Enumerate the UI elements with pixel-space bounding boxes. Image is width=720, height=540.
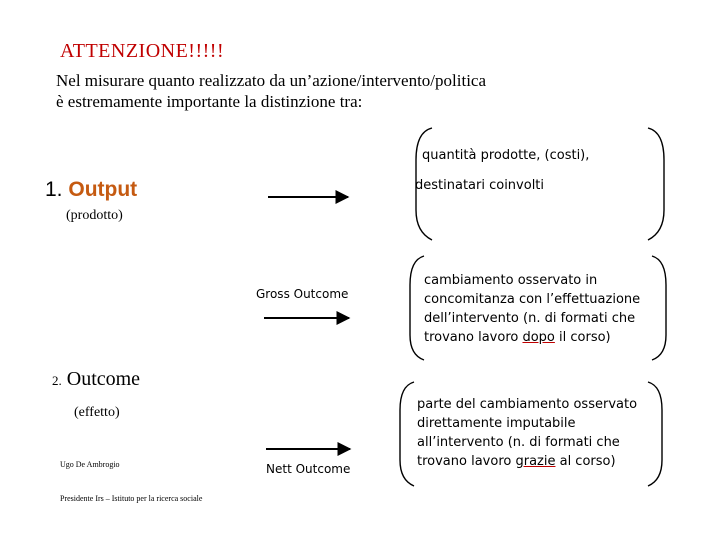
gross-box-line-1: cambiamento osservato in: [424, 273, 598, 288]
outcome-label: Outcome: [66, 368, 141, 390]
output-number: 1.: [45, 178, 63, 201]
output-left-brace: [416, 128, 432, 240]
net-box-line-4-post: al corso): [555, 454, 616, 469]
gross-box-underlined-word: dopo: [522, 330, 555, 345]
output-box-line-1: quantità prodotte, (costi),: [422, 148, 590, 163]
intro-line-2: è estremamente importante la distinzione tra:: [56, 92, 363, 111]
net-outcome-label: Nett Outcome: [266, 462, 351, 476]
outcome-sublabel: (effetto): [74, 405, 120, 420]
net-box-line-3: all’intervento (n. di formati che: [417, 435, 620, 450]
footer-affiliation: Presidente Irs – Istituto per la ricerca sociale: [60, 494, 203, 503]
net-right-brace: [648, 382, 662, 486]
net-box-line-1: parte del cambiamento osservato: [417, 397, 638, 412]
output-box-line-2: destinatari coinvolti: [415, 178, 545, 193]
net-box-line-2: direttamente imputabile: [417, 416, 576, 431]
gross-box-line-4-pre: trovano lavoro: [424, 330, 523, 345]
intro-line-1: Nel misurare quanto realizzato da un’azione/intervento/politica: [56, 71, 487, 90]
net-box-underlined-word: grazie: [515, 454, 556, 469]
gross-box-line-4-post: il corso): [554, 330, 611, 345]
footer-author: Ugo De Ambrogio: [60, 460, 120, 469]
outcome-number: 2.: [52, 373, 62, 388]
gross-box-line-3: dell’intervento (n. di formati che: [424, 311, 636, 326]
output-sublabel: (prodotto): [66, 208, 123, 223]
gross-right-brace: [652, 256, 666, 360]
net-left-brace: [400, 382, 414, 486]
page-title: ATTENZIONE!!!!!: [60, 40, 225, 62]
gross-outcome-label: Gross Outcome: [256, 287, 349, 301]
gross-left-brace: [410, 256, 424, 360]
net-box-line-4-pre: trovano lavoro: [417, 454, 516, 469]
gross-box-line-2: concomitanza con l’effettuazione: [424, 292, 641, 307]
output-label: Output: [68, 178, 138, 201]
output-right-brace: [648, 128, 664, 240]
